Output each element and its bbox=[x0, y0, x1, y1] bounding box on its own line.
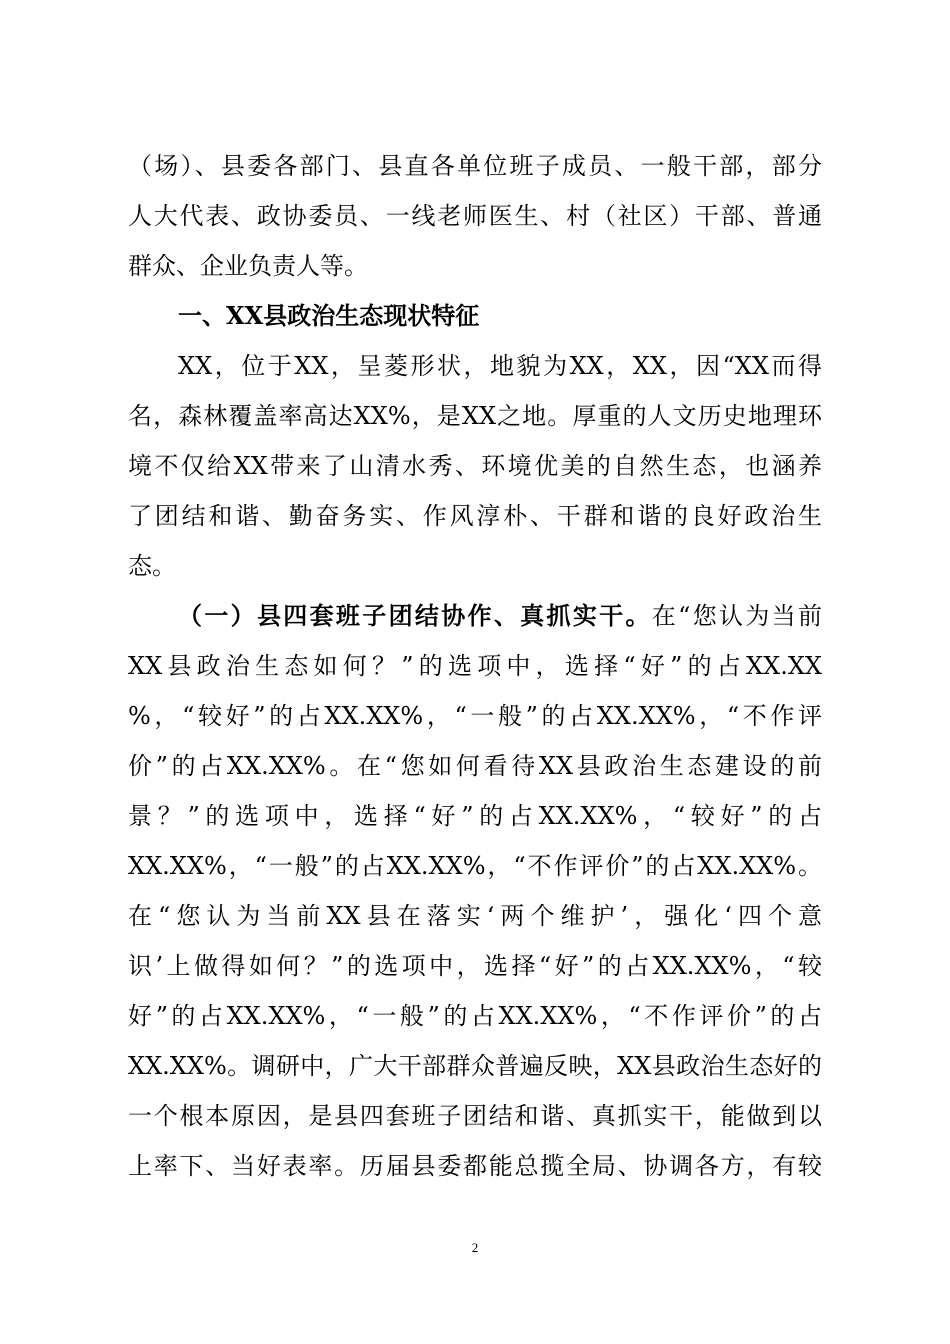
subsection-heading: （一）县四套班子团结协作、真抓实干。 bbox=[178, 601, 652, 630]
page-number: 2 bbox=[471, 1240, 479, 1255]
text-line: 态。 bbox=[128, 552, 176, 580]
text-span: 在“您认为当前 bbox=[651, 602, 822, 630]
text-line: XX县政治生态如何？”的选项中，选择“好”的占XX.XX bbox=[128, 652, 822, 680]
text-line: 一个根本原因，是县四套班子团结和谐、真抓实干，能做到以 bbox=[128, 1102, 822, 1130]
text-line: 人大代表、政协委员、一线老师医生、村（社区）干部、普通 bbox=[128, 202, 822, 230]
text-line: 景？”的选项中，选择“好”的占XX.XX%，“较好”的占 bbox=[128, 802, 822, 830]
text-line: 好”的占XX.XX%，“一般”的占XX.XX%，“不作评价”的占 bbox=[128, 1002, 822, 1030]
text-line: 群众、企业负责人等。 bbox=[128, 252, 368, 280]
text-line: 名，森林覆盖率高达XX%，是XX之地。厚重的人文历史地理环 bbox=[128, 402, 822, 430]
text-line: %，“较好”的占XX.XX%，“一般”的占XX.XX%，“不作评 bbox=[128, 702, 822, 730]
text-line: XX.XX%，“一般”的占XX.XX%，“不作评价”的占XX.XX%。 bbox=[128, 852, 822, 880]
section-heading: 一、XX县政治生态现状特征 bbox=[178, 301, 480, 330]
text-line: 在“您认为当前XX县在落实‘两个维护’，强化‘四个意 bbox=[128, 902, 822, 930]
text-line: 上率下、当好表率。历届县委都能总揽全局、协调各方，有较 bbox=[128, 1152, 822, 1180]
text-line: XX，位于XX，呈菱形状，地貌为XX，XX，因“XX而得 bbox=[178, 352, 822, 380]
text-line: 识’上做得如何？”的选项中，选择“好”的占XX.XX%，“较 bbox=[128, 952, 822, 980]
subsection-first-line bbox=[178, 596, 822, 636]
text-line: （场）、县委各部门、县直各单位班子成员、一般干部，部分 bbox=[128, 152, 822, 180]
text-line: 境不仅给XX带来了山清水秀、环境优美的自然生态，也涵养 bbox=[128, 452, 822, 480]
text-line: XX.XX%。调研中，广大干部群众普遍反映，XX县政治生态好的 bbox=[128, 1052, 822, 1080]
text-line: 价”的占XX.XX%。在“您如何看待XX县政治生态建设的前 bbox=[128, 752, 822, 780]
text-line: 了团结和谐、勤奋务实、作风淳朴、干群和谐的良好政治生 bbox=[128, 502, 822, 530]
